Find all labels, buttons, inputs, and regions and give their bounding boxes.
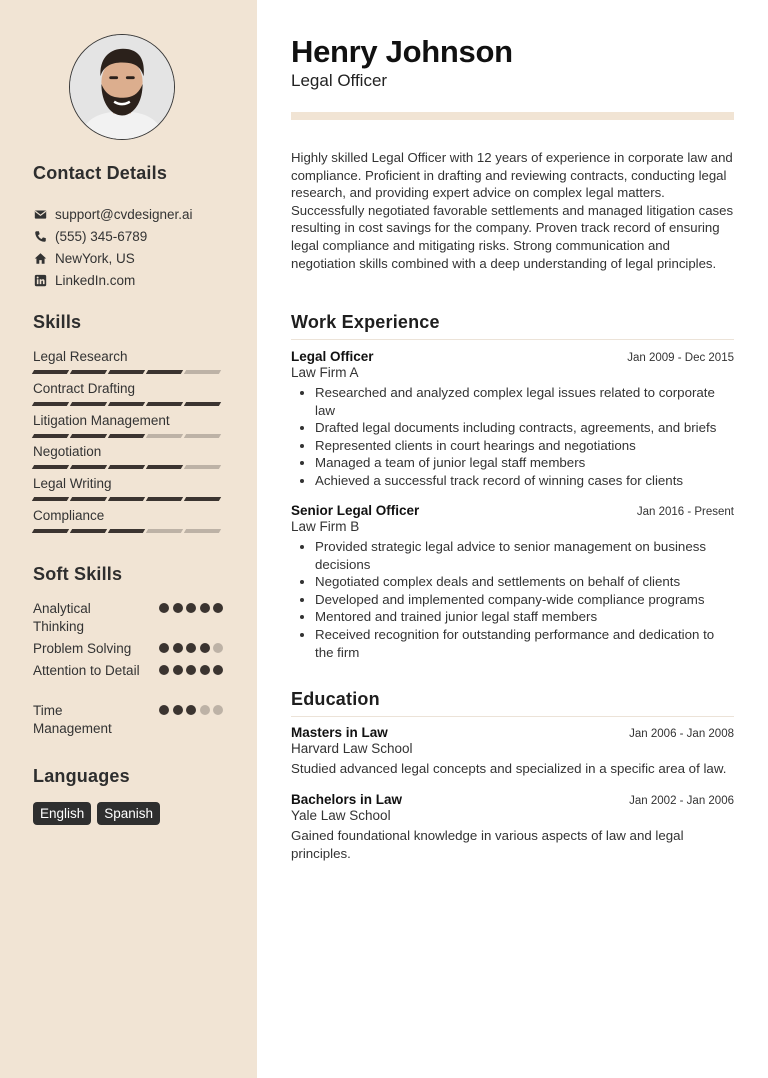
education-description: Gained foundational knowledge in various aspects of law and legal principles. (291, 828, 684, 861)
job-bullets (291, 538, 734, 661)
skill-segment-empty (146, 434, 183, 438)
skill-segment-filled (108, 434, 145, 438)
soft-skill-name: Problem Solving (33, 641, 132, 656)
languages-heading: Languages (33, 766, 130, 786)
skill-name: Contract Drafting (33, 380, 136, 396)
list-item: • Received recognition for outstanding performance and dedication to the firm (315, 626, 734, 661)
languages-list (33, 802, 160, 825)
job-date: Jan 2009 - Dec 2015 (627, 352, 734, 364)
rating-dot-filled (200, 643, 210, 653)
skill-item (33, 380, 223, 412)
rating-dot-filled (186, 705, 196, 715)
home-icon (33, 251, 47, 265)
skills-list (33, 348, 223, 539)
skill-segment-filled (108, 497, 145, 501)
rating-dot-filled (186, 665, 196, 675)
soft-skill-item (33, 640, 223, 662)
skill-level-bar (33, 465, 223, 469)
skill-level-bar (33, 497, 223, 501)
skill-segment-filled (70, 434, 107, 438)
rating-dot-filled (173, 665, 183, 675)
job-title: Senior Legal Officer (291, 503, 420, 518)
skill-level-bar (33, 402, 223, 406)
job-entry (291, 349, 734, 490)
skill-segment-filled (70, 529, 107, 533)
main-content (257, 0, 768, 1078)
contact-email-text[interactable]: support@cvdesigner.ai (55, 206, 193, 222)
skill-segment-filled (32, 465, 69, 469)
rating-dot-filled (159, 603, 169, 613)
language-badge: English (33, 802, 91, 825)
job-bullets (291, 384, 734, 490)
linkedin-icon (33, 273, 47, 287)
soft-skill-item (33, 702, 223, 742)
skill-segment-filled (32, 497, 69, 501)
header-divider (291, 112, 734, 120)
work-experience-heading: Work Experience (291, 312, 734, 340)
rating-dot-filled (200, 665, 210, 675)
candidate-title: Legal Officer (291, 71, 388, 90)
soft-skills-heading: Soft Skills (33, 564, 123, 584)
list-item: • Mentored and trained junior legal staff members (315, 608, 734, 626)
skill-name: Compliance (33, 507, 105, 523)
skill-segment-empty (146, 529, 183, 533)
education-description: Studied advanced legal concepts and specialized in a specific area of law. (291, 761, 727, 776)
soft-skill-dots (159, 665, 223, 675)
list-item: • Developed and implemented company-wide compliance programs (315, 591, 734, 609)
skill-segment-filled (146, 465, 183, 469)
skill-segment-empty (184, 434, 221, 438)
skill-name: Litigation Management (33, 412, 170, 428)
contact-linkedin-text[interactable]: LinkedIn.com (55, 272, 136, 288)
list-item: • Managed a team of junior legal staff members (315, 454, 734, 472)
skill-name: Legal Research (33, 349, 128, 364)
soft-skill-item (33, 662, 223, 702)
profile-photo (70, 35, 174, 139)
avatar (69, 34, 175, 140)
rating-dot-filled (159, 665, 169, 675)
school-name: Harvard Law School (291, 741, 413, 756)
skill-segment-filled (70, 465, 107, 469)
skill-segment-filled (70, 370, 107, 374)
soft-skill-dots (159, 705, 223, 715)
job-title: Legal Officer (291, 349, 374, 364)
skill-name: Negotiation (33, 444, 102, 460)
skill-item (33, 412, 223, 444)
skills-heading: Skills (33, 312, 82, 332)
candidate-name: Henry Johnson (291, 34, 513, 69)
skill-level-bar (33, 370, 223, 374)
rating-dot-filled (213, 603, 223, 613)
skill-name: Legal Writing (33, 476, 112, 492)
rating-dot-empty (213, 705, 223, 715)
rating-dot-filled (186, 603, 196, 613)
skill-segment-filled (32, 402, 69, 406)
job-date: Jan 2016 - Present (636, 506, 734, 518)
soft-skill-name: Analytical Thinking (33, 601, 91, 634)
rating-dot-filled (200, 603, 210, 613)
skill-segment-empty (184, 370, 221, 374)
skill-segment-filled (70, 497, 107, 501)
rating-dot-filled (173, 643, 183, 653)
rating-dot-filled (173, 603, 183, 613)
job-company: Law Firm A (291, 365, 359, 380)
soft-skill-dots (159, 643, 223, 653)
skill-segment-filled (146, 402, 183, 406)
skill-item (33, 348, 223, 380)
education-entry (291, 725, 734, 778)
education-date: Jan 2002 - Jan 2006 (629, 795, 734, 807)
skill-segment-filled (146, 497, 183, 501)
rating-dot-empty (200, 705, 210, 715)
skill-segment-filled (108, 465, 145, 469)
rating-dot-empty (213, 643, 223, 653)
contact-location-text: NewYork, US (55, 250, 135, 266)
contact-linkedin (33, 269, 243, 291)
envelope-icon (33, 207, 47, 221)
contact-email (33, 203, 243, 225)
list-item: • Represented clients in court hearings and negotiations (315, 437, 734, 455)
skill-segment-filled (32, 434, 69, 438)
contact-phone (33, 225, 243, 247)
skill-segment-filled (184, 497, 221, 501)
soft-skills-list (33, 600, 223, 742)
skill-segment-filled (70, 402, 107, 406)
skill-level-bar (33, 529, 223, 533)
list-item: • Negotiated complex deals and settlements on behalf of clients (315, 573, 734, 591)
list-item: • Achieved a successful track record of winning cases for clients (315, 472, 734, 490)
skill-segment-filled (108, 529, 145, 533)
rating-dot-filled (173, 705, 183, 715)
skill-segment-filled (32, 529, 69, 533)
list-item: • Drafted legal documents including contracts, agreements, and briefs (315, 419, 734, 437)
soft-skill-name: Attention to Detail (33, 663, 140, 678)
list-item: • Provided strategic legal advice to senior management on business decisions (315, 538, 734, 573)
soft-skill-item (33, 600, 223, 640)
degree-title: Bachelors in Law (291, 792, 403, 807)
skill-item (33, 443, 223, 475)
skill-segment-empty (184, 529, 221, 533)
education-date: Jan 2006 - Jan 2008 (629, 728, 734, 740)
skill-segment-filled (108, 402, 145, 406)
profile-summary: Highly skilled Legal Officer with 12 years of experience in corporate law and compliance. Proficient in drafting and reviewing contracts, conducting legal research, and providing expert advice on complex legal matters. Successfully negotiated favorable settlements and managed litigation cases resulting in cost savings for the company. Proven track record of ensuring legal compliance and mitigating risks. Strong communication and negotiation skills combined with a deep understanding of legal principles. (291, 150, 734, 271)
language-badge: Spanish (97, 802, 160, 825)
skill-segment-filled (32, 370, 69, 374)
list-item: • Researched and analyzed complex legal issues related to corporate law (315, 384, 734, 419)
education-heading: Education (291, 689, 734, 717)
skill-segment-empty (184, 465, 221, 469)
phone-icon (33, 229, 47, 243)
skill-segment-filled (108, 370, 145, 374)
contact-list (33, 203, 243, 291)
contact-heading: Contact Details (33, 163, 168, 183)
skill-segment-filled (146, 370, 183, 374)
job-entry (291, 503, 734, 661)
skill-item (33, 507, 223, 539)
skill-segment-filled (184, 402, 221, 406)
sidebar (0, 0, 257, 1078)
skill-level-bar (33, 434, 223, 438)
rating-dot-filled (159, 643, 169, 653)
rating-dot-filled (213, 665, 223, 675)
rating-dot-filled (186, 643, 196, 653)
job-company: Law Firm B (291, 519, 360, 534)
school-name: Yale Law School (291, 808, 391, 823)
rating-dot-filled (159, 705, 169, 715)
soft-skill-name: Time Management (33, 703, 112, 736)
education-entry (291, 792, 734, 862)
soft-skill-dots (159, 603, 223, 613)
contact-phone-text[interactable]: (555) 345-6789 (55, 228, 148, 244)
degree-title: Masters in Law (291, 725, 388, 740)
contact-location (33, 247, 243, 269)
skill-item (33, 475, 223, 507)
